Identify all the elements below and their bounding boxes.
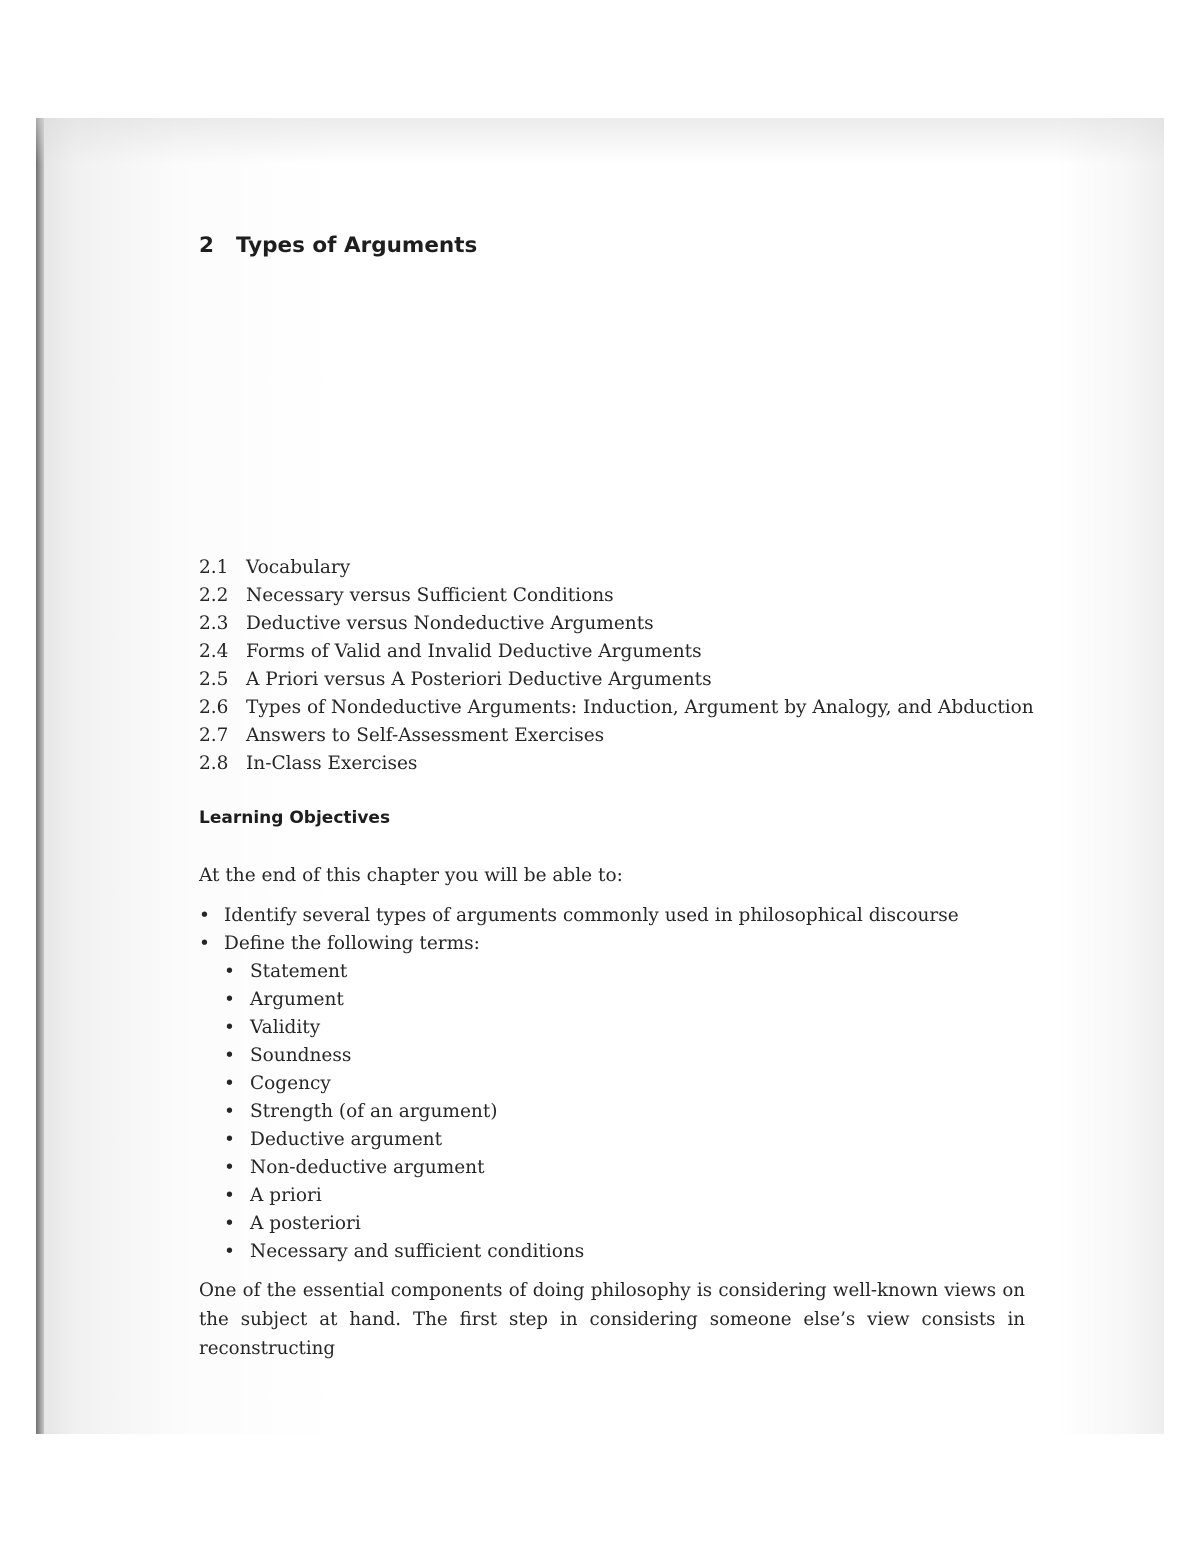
term-item: [224, 1210, 959, 1238]
term-text: Statement: [250, 961, 348, 982]
bullet-icon: •: [224, 1017, 235, 1038]
bullet-icon: •: [224, 1157, 235, 1178]
learning-objectives-heading: Learning Objectives: [199, 808, 391, 828]
contents-item-title: A Priori versus A Posteriori Deductive Arguments: [246, 669, 712, 690]
bullet-icon: •: [224, 1185, 235, 1206]
bullet-icon: •: [199, 933, 210, 954]
term-text: A posteriori: [250, 1213, 361, 1234]
contents-item: [199, 638, 1034, 666]
chapter-contents: [199, 554, 1034, 778]
bullet-icon: •: [224, 961, 235, 982]
contents-item: [199, 554, 1034, 582]
term-text: A priori: [250, 1185, 322, 1206]
contents-item: [199, 750, 1034, 778]
terms-list: [224, 958, 959, 1266]
objective-item: [199, 930, 959, 1266]
term-text: Soundness: [250, 1045, 352, 1066]
contents-item-number: 2.6: [199, 697, 229, 718]
term-text: Necessary and sufficient conditions: [250, 1241, 585, 1262]
body-paragraph: One of the essential components of doing philosophy is considering well-known views on the subject at hand. The first step in considering someone else’s view consists in reconstructing: [199, 1280, 1025, 1359]
bullet-icon: •: [224, 1101, 235, 1122]
bullet-icon: •: [199, 905, 210, 926]
bullet-icon: •: [224, 989, 235, 1010]
contents-item-title: Forms of Valid and Invalid Deductive Arguments: [246, 641, 702, 662]
contents-item: [199, 610, 1034, 638]
contents-item-number: 2.5: [199, 669, 229, 690]
contents-item: [199, 666, 1034, 694]
term-item: [224, 986, 959, 1014]
contents-item-title: Types of Nondeductive Arguments: Induction, Argument by Analogy, and Abduction: [246, 697, 1034, 718]
term-text: Argument: [250, 989, 344, 1010]
bullet-icon: •: [224, 1045, 235, 1066]
contents-item-number: 2.3: [199, 613, 229, 634]
objective-text: Identify several types of arguments commonly used in philosophical discourse: [224, 905, 959, 926]
contents-item-title: Answers to Self-Assessment Exercises: [246, 725, 605, 746]
term-item: [224, 958, 959, 986]
term-text: Validity: [250, 1017, 321, 1038]
bullet-icon: •: [224, 1213, 235, 1234]
contents-item-title: Vocabulary: [246, 557, 351, 578]
contents-item-title: Necessary versus Sufficient Conditions: [246, 585, 614, 606]
term-text: Non-deductive argument: [250, 1157, 485, 1178]
bullet-icon: •: [224, 1073, 235, 1094]
bullet-icon: •: [224, 1129, 235, 1150]
term-item: [224, 1014, 959, 1042]
term-item: [224, 1126, 959, 1154]
contents-item: [199, 722, 1034, 750]
term-text: Strength (of an argument): [250, 1101, 498, 1122]
term-item: [224, 1098, 959, 1126]
term-text: Deductive argument: [250, 1129, 443, 1150]
objective-item: [199, 902, 959, 930]
contents-item-number: 2.1: [199, 557, 229, 578]
contents-item-title: In-Class Exercises: [246, 753, 418, 774]
objectives-list: [199, 902, 959, 1266]
contents-item: [199, 694, 1034, 722]
chapter-number: 2: [199, 233, 214, 258]
contents-item-number: 2.2: [199, 585, 229, 606]
term-item: [224, 1154, 959, 1182]
contents-item: [199, 582, 1034, 610]
term-item: [224, 1070, 959, 1098]
objective-text: Define the following terms:: [224, 933, 480, 954]
term-item: [224, 1238, 959, 1266]
term-item: [224, 1182, 959, 1210]
contents-item-number: 2.4: [199, 641, 229, 662]
chapter-title: Types of Arguments: [236, 233, 478, 258]
objectives-intro: At the end of this chapter you will be able to:: [199, 865, 623, 886]
term-item: [224, 1042, 959, 1070]
bullet-icon: •: [224, 1241, 235, 1262]
contents-item-title: Deductive versus Nondeductive Arguments: [246, 613, 654, 634]
contents-item-number: 2.8: [199, 753, 229, 774]
contents-item-number: 2.7: [199, 725, 229, 746]
term-text: Cogency: [250, 1073, 331, 1094]
chapter-heading: [199, 233, 477, 258]
